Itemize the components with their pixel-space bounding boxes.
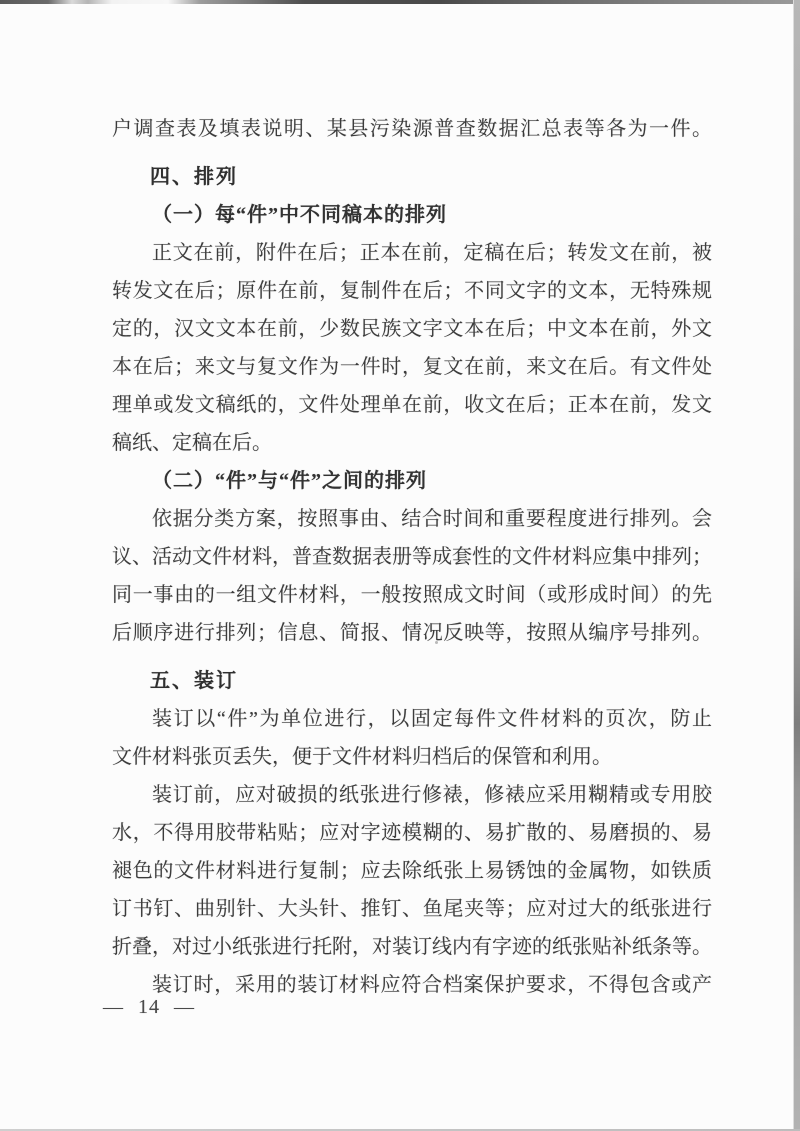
page-footer bbox=[103, 996, 195, 1019]
page-number: 14 bbox=[138, 996, 160, 1018]
text-line: 议、活动文件材料，普查数据表册等成套性的文件材料应集中排列； bbox=[112, 546, 712, 568]
text-line: 定的，汉文文本在前，少数民族文字文本在后；中文本在前，外文 bbox=[112, 318, 712, 340]
sub-heading: （二）“件”与“件”之间的排列 bbox=[152, 470, 427, 492]
text-line: 本在后；来文与复文作为一件时，复文在前，来文在后。有文件处 bbox=[112, 356, 712, 378]
footer-dash-right: — bbox=[174, 996, 195, 1018]
text-line: 文件材料张页丢失，便于文件材料归档后的保管和利用。 bbox=[112, 746, 612, 768]
text-line: 装订时，采用的装订材料应符合档案保护要求，不得包含或产 bbox=[152, 974, 712, 996]
sub-heading: （一）每“件”中不同稿本的排列 bbox=[152, 204, 447, 226]
document-body bbox=[112, 110, 712, 1004]
section-heading: 四、排列 bbox=[150, 166, 238, 188]
text-line: 依据分类方案，按照事由、结合时间和重要程度进行排列。会 bbox=[152, 508, 712, 530]
text-line: 转发文在后；原件在前，复制件在后；不同文字的文本，无特殊规 bbox=[112, 280, 712, 302]
text-line: 后顺序进行排列；信息、简报、情况反映等，按照从编序号排列。 bbox=[112, 622, 712, 644]
text-line: 户调查表及填表说明、某县污染源普查数据汇总表等各为一件。 bbox=[112, 118, 712, 140]
text-line: 装订以“件”为单位进行，以固定每件文件材料的页次，防止 bbox=[152, 708, 712, 730]
text-line: 同一事由的一组文件材料，一般按照成文时间（或形成时间）的先 bbox=[112, 584, 712, 606]
section-heading: 五、装订 bbox=[150, 670, 238, 692]
text-line: 水，不得用胶带粘贴；应对字迹模糊的、易扩散的、易磨损的、易 bbox=[112, 822, 712, 844]
text-line: 正文在前，附件在后；正本在前，定稿在后；转发文在前，被 bbox=[152, 242, 712, 264]
text-line: 稿纸、定稿在后。 bbox=[112, 432, 272, 454]
scan-artifact-right-edge bbox=[793, 0, 800, 1131]
text-line: 折叠，对过小纸张进行托附，对装订线内有字迹的纸张贴补纸条等。 bbox=[112, 936, 712, 958]
text-line: 订书钉、曲别针、大头针、推钉、鱼尾夹等；应对过大的纸张进行 bbox=[112, 898, 712, 920]
text-line: 装订前，应对破损的纸张进行修裱，修裱应采用糊精或专用胶 bbox=[152, 784, 712, 806]
text-line: 理单或发文稿纸的，文件处理单在前，收文在后；正本在前，发文 bbox=[112, 394, 712, 416]
text-line: 褪色的文件材料进行复制；应去除纸张上易锈蚀的金属物，如铁质 bbox=[112, 860, 712, 882]
scan-artifact-top-edge bbox=[0, 0, 800, 4]
footer-dash-left: — bbox=[103, 996, 124, 1018]
